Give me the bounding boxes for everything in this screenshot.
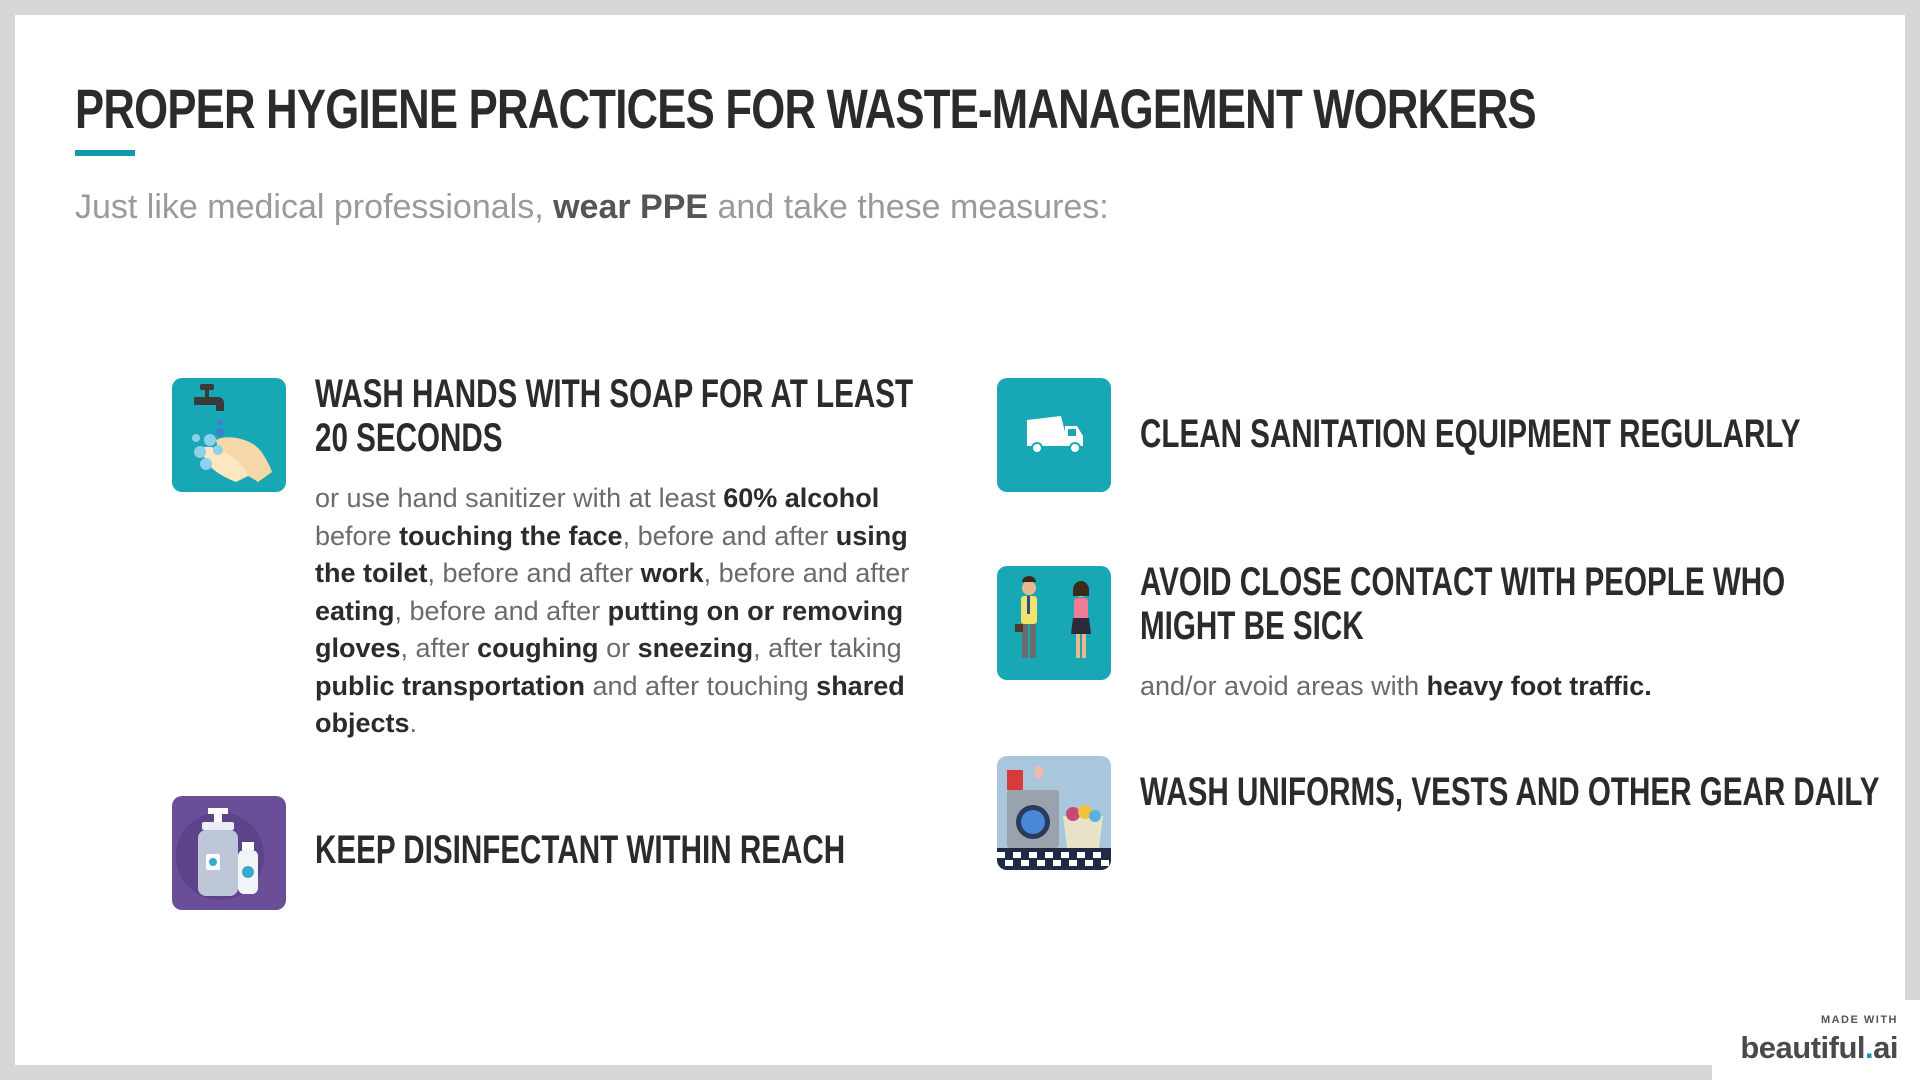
subtitle-text-end: and take these measures: bbox=[708, 188, 1109, 226]
wash-hands-body-text-12: , after bbox=[400, 633, 478, 663]
beautiful-ai-logo bbox=[1740, 1030, 1898, 1066]
made-with-badge[interactable] bbox=[1712, 1000, 1920, 1080]
logo-main-text: beautiful bbox=[1740, 1030, 1866, 1065]
wash-hands-body-bold-7: work bbox=[640, 558, 704, 588]
wash-hands-body-bold-9: eating bbox=[315, 595, 395, 626]
item-wash-uniforms bbox=[997, 756, 1880, 870]
subtitle bbox=[75, 185, 1109, 229]
hand-washing-icon bbox=[172, 378, 286, 492]
avoid-contact-body-bold-1: heavy foot traffic. bbox=[1426, 671, 1652, 701]
wash-hands-body-bold-3: touching the face bbox=[399, 520, 623, 551]
item-disinfectant bbox=[172, 796, 846, 910]
wash-hands-body-bold-17: public transportation bbox=[315, 670, 585, 701]
wash-hands-body-bold-11: putting on or removing gloves bbox=[315, 595, 904, 663]
sanitizer-bottle-icon bbox=[172, 796, 286, 910]
wash-hands-body-text-20: . bbox=[409, 708, 418, 738]
garbage-truck-icon bbox=[997, 378, 1111, 492]
wash-uniforms-heading: WASH UNIFORMS, VESTS AND OTHER GEAR DAILY bbox=[1140, 770, 1880, 814]
item-wash-hands bbox=[172, 372, 914, 758]
page-title: PROPER HYGIENE PRACTICES FOR WASTE-MANAGEMENT WORKERS bbox=[75, 77, 1536, 140]
avoid-contact-heading: AVOID CLOSE CONTACT WITH PEOPLE WHO MIGHT BE SICK bbox=[1140, 560, 1786, 648]
wash-hands-body-text-6: , before and after bbox=[427, 558, 641, 588]
title-accent-bar bbox=[75, 150, 135, 156]
clean-equipment-heading: CLEAN SANITATION EQUIPMENT REGULARLY bbox=[1140, 412, 1801, 456]
wash-hands-body-text-10: , before and after bbox=[394, 595, 608, 626]
disinfectant-heading: KEEP DISINFECTANT WITHIN REACH bbox=[315, 828, 846, 872]
logo-end-text: ai bbox=[1873, 1030, 1898, 1065]
wash-hands-body-text-0: or use hand sanitizer with at least bbox=[315, 483, 724, 513]
logo-dot: . bbox=[1865, 1030, 1874, 1065]
wash-hands-body-text-4: , before and after bbox=[622, 520, 836, 551]
wash-hands-body-text-18: and after touching bbox=[585, 670, 817, 701]
wash-hands-body-bold-1: 60% alcohol bbox=[723, 483, 880, 513]
wash-hands-body-text-2: before bbox=[315, 520, 400, 551]
wash-hands-body-text-14: or bbox=[598, 633, 638, 663]
wash-hands-body-text-8: , before and after bbox=[703, 558, 910, 588]
wash-hands-body bbox=[315, 480, 925, 743]
subtitle-bold-text: wear PPE bbox=[553, 188, 709, 226]
washing-machine-icon bbox=[997, 756, 1111, 870]
avoid-contact-body-text-0: and/or avoid areas with bbox=[1140, 671, 1427, 701]
slide bbox=[15, 15, 1905, 1065]
wash-hands-body-bold-15: sneezing bbox=[637, 633, 754, 663]
subtitle-text-start: Just like medical professionals, bbox=[75, 188, 554, 226]
wash-hands-body-bold-5: using the toilet bbox=[315, 520, 908, 588]
wash-hands-body-bold-19: shared objects bbox=[315, 670, 905, 738]
wash-hands-heading: WASH HANDS WITH SOAP FOR AT LEAST 20 SECONDS bbox=[315, 372, 914, 460]
wash-hands-body-bold-13: coughing bbox=[477, 633, 599, 663]
item-avoid-contact bbox=[997, 560, 1786, 716]
wash-hands-body-text-16: , after taking bbox=[753, 633, 902, 663]
avoid-contact-body bbox=[1140, 668, 1760, 706]
people-icon bbox=[997, 566, 1111, 680]
item-clean-equipment bbox=[997, 378, 1801, 492]
made-with-label: MADE WITH bbox=[1820, 1014, 1898, 1026]
